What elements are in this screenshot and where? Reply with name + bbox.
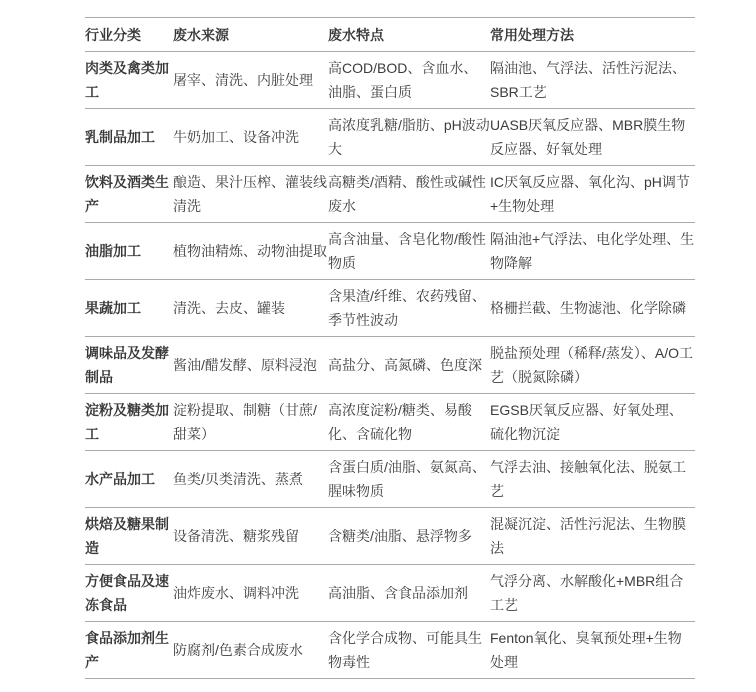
industry-cell: 方便食品及速冻食品: [85, 573, 169, 613]
industry-cell: 食品添加剂生产: [85, 630, 169, 670]
table-header-row: [85, 18, 695, 52]
industry-cell: 饮料及酒类生产: [85, 174, 169, 214]
source-cell: 设备清洗、糖浆残留: [173, 528, 299, 544]
source-cell: 鱼类/贝类清洗、蒸煮: [173, 471, 303, 487]
source-cell: 清洗、去皮、罐装: [173, 300, 285, 316]
table-row: [85, 622, 695, 679]
source-cell: 防腐剂/色素合成废水: [173, 642, 303, 658]
column-header-industry: 行业分类: [85, 27, 141, 43]
table-row: [85, 508, 695, 565]
industry-cell: 果蔬加工: [85, 300, 141, 316]
column-header-features: 废水特点: [328, 27, 384, 43]
source-cell: 淀粉提取、制糖（甘蔗/甜菜）: [173, 402, 317, 442]
table-row: [85, 109, 695, 166]
industry-cell: 乳制品加工: [85, 129, 155, 145]
methods-cell: 隔油池、气浮法、活性污泥法、SBR工艺: [490, 60, 686, 100]
column-header-source: 废水来源: [173, 27, 229, 43]
table-row: [85, 52, 695, 109]
features-cell: 高糖类/酒精、酸性或碱性废水: [328, 174, 486, 214]
features-cell: 高盐分、高氮磷、色度深: [328, 357, 482, 373]
table-row: [85, 337, 695, 394]
methods-cell: 气浮去油、接触氧化法、脱氨工艺: [490, 459, 686, 499]
methods-cell: 隔油池+气浮法、电化学处理、生物降解: [490, 231, 695, 271]
table-row: [85, 394, 695, 451]
methods-cell: 脱盐预处理（稀释/蒸发）、A/O工艺（脱氮除磷）: [490, 345, 694, 385]
table-row: [85, 451, 695, 508]
source-cell: 牛奶加工、设备冲洗: [173, 129, 299, 145]
source-cell: 油炸废水、调料冲洗: [173, 585, 299, 601]
methods-cell: Fenton氧化、臭氧预处理+生物处理: [490, 630, 682, 670]
source-cell: 酿造、果汁压榨、灌装线清洗: [173, 174, 327, 214]
industry-cell: 调味品及发酵制品: [85, 345, 169, 385]
food-industry-wastewater-table: [85, 17, 695, 679]
features-cell: 高浓度乳糖/脂肪、pH波动大: [328, 117, 490, 157]
industry-cell: 水产品加工: [85, 471, 155, 487]
table-row: [85, 565, 695, 622]
source-cell: 酱油/醋发酵、原料浸泡: [173, 357, 317, 373]
features-cell: 高浓度淀粉/糖类、易酸化、含硫化物: [328, 402, 472, 442]
features-cell: 含化学合成物、可能具生物毒性: [328, 630, 482, 670]
features-cell: 含糖类/油脂、悬浮物多: [328, 528, 472, 544]
industry-cell: 烘焙及糖果制造: [85, 516, 169, 556]
industry-cell: 油脂加工: [85, 243, 141, 259]
features-cell: 含蛋白质/油脂、氨氮高、腥味物质: [328, 459, 486, 499]
industry-cell: 淀粉及糖类加工: [85, 402, 169, 442]
industry-cell: 肉类及禽类加工: [85, 60, 169, 100]
methods-cell: 混凝沉淀、活性污泥法、生物膜法: [490, 516, 686, 556]
features-cell: 高COD/BOD、含血水、油脂、蛋白质: [328, 60, 478, 100]
source-cell: 屠宰、清洗、内脏处理: [173, 72, 313, 88]
source-cell: 植物油精炼、动物油提取: [173, 243, 327, 259]
methods-cell: IC厌氧反应器、氧化沟、pH调节+生物处理: [490, 174, 690, 214]
column-header-methods: 常用处理方法: [490, 27, 574, 43]
table-row: [85, 280, 695, 337]
features-cell: 高含油量、含皂化物/酸性物质: [328, 231, 486, 271]
methods-cell: EGSB厌氧反应器、好氧处理、硫化物沉淀: [490, 402, 683, 442]
features-cell: 高油脂、含食品添加剂: [328, 585, 468, 601]
table-row: [85, 166, 695, 223]
table-row: [85, 223, 695, 280]
features-cell: 含果渣/纤维、农药残留、季节性波动: [328, 288, 486, 328]
methods-cell: 格栅拦截、生物滤池、化学除磷: [490, 300, 686, 316]
methods-cell: 气浮分离、水解酸化+MBR组合工艺: [490, 573, 684, 613]
methods-cell: UASB厌氧反应器、MBR膜生物反应器、好氧处理: [490, 117, 686, 157]
